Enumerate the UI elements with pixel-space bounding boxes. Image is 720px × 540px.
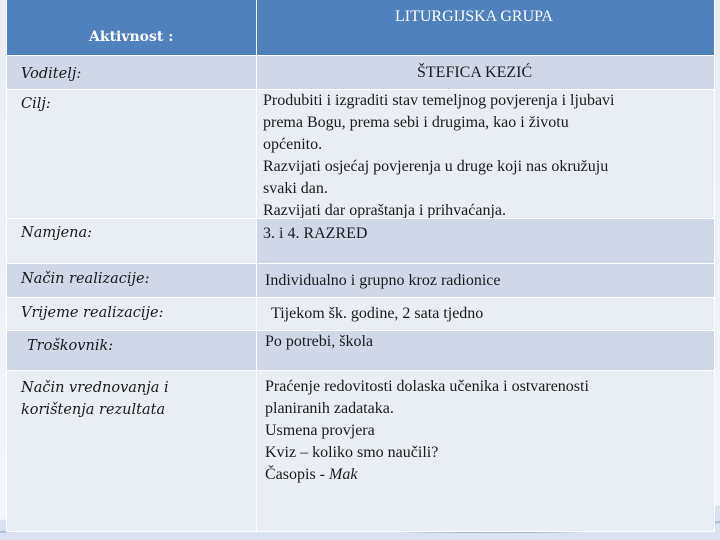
cost-value: Po potrebi, škola bbox=[265, 333, 373, 350]
evaluation-label-cell bbox=[7, 371, 257, 532]
leader-value-cell bbox=[257, 56, 715, 90]
magazine-name: Mak bbox=[329, 466, 358, 483]
method-value-cell bbox=[257, 264, 715, 298]
method-label: Način realizacije: bbox=[21, 271, 150, 287]
purpose-value: 3. i 4. RAZRED bbox=[263, 225, 368, 242]
evaluation-label-line: Način vrednovanja i bbox=[21, 380, 169, 396]
cost-value-cell bbox=[257, 331, 715, 371]
evaluation-value-cell bbox=[257, 371, 715, 532]
time-label: Vrijeme realizacije: bbox=[21, 305, 164, 321]
method-value: Individualno i grupno kroz radionice bbox=[265, 272, 501, 289]
leader-value: ŠTEFICA KEZIĆ bbox=[417, 64, 533, 81]
header-right-cell bbox=[257, 0, 715, 56]
cost-label: Troškovnik: bbox=[27, 338, 114, 354]
purpose-value-cell bbox=[257, 219, 715, 264]
activity-table bbox=[6, 0, 715, 532]
goal-line: Razvijati dar opraštanja i prihvaćanja. bbox=[263, 202, 507, 219]
leader-label: Voditelj: bbox=[21, 66, 82, 82]
goal-line: Produbiti i izgraditi stav temeljnog povjerenja i ljubavi bbox=[263, 92, 615, 109]
purpose-label-cell bbox=[7, 219, 257, 264]
evaluation-line: Kviz – koliko smo naučili? bbox=[265, 444, 439, 461]
evaluation-line: Usmena provjera bbox=[265, 422, 375, 439]
method-label-cell bbox=[7, 264, 257, 298]
evaluation-label-line: korištenja rezultata bbox=[21, 401, 166, 418]
leader-label-cell bbox=[7, 56, 257, 90]
evaluation-line: Praćenje redovitosti dolaska učenika i ostvarenosti bbox=[265, 378, 589, 395]
header-left-cell bbox=[7, 0, 257, 56]
evaluation-line bbox=[265, 464, 714, 486]
goal-line: svaki dan. bbox=[263, 180, 328, 197]
goal-line: Razvijati osjećaj povjerenja u druge koji nas okružuju bbox=[263, 158, 609, 175]
cost-label-cell bbox=[7, 331, 257, 371]
evaluation-line: planiranih zadataka. bbox=[265, 400, 394, 417]
goal-label: Cilj: bbox=[21, 96, 51, 112]
evaluation-line-text: Časopis - bbox=[265, 466, 329, 483]
goal-value-cell bbox=[257, 90, 715, 219]
activity-title: LITURGIJSKA GRUPA bbox=[395, 8, 554, 25]
goal-line: prema Bogu, prema sebi i drugima, kao i životu bbox=[263, 114, 569, 131]
purpose-label: Namjena: bbox=[21, 225, 93, 241]
time-label-cell bbox=[7, 298, 257, 331]
goal-label-cell bbox=[7, 90, 257, 219]
activity-label: Aktivnost : bbox=[89, 29, 174, 45]
time-value: Tijekom šk. godine, 2 sata tjedno bbox=[271, 305, 484, 322]
goal-line: općenito. bbox=[263, 136, 323, 153]
time-value-cell bbox=[257, 298, 715, 331]
